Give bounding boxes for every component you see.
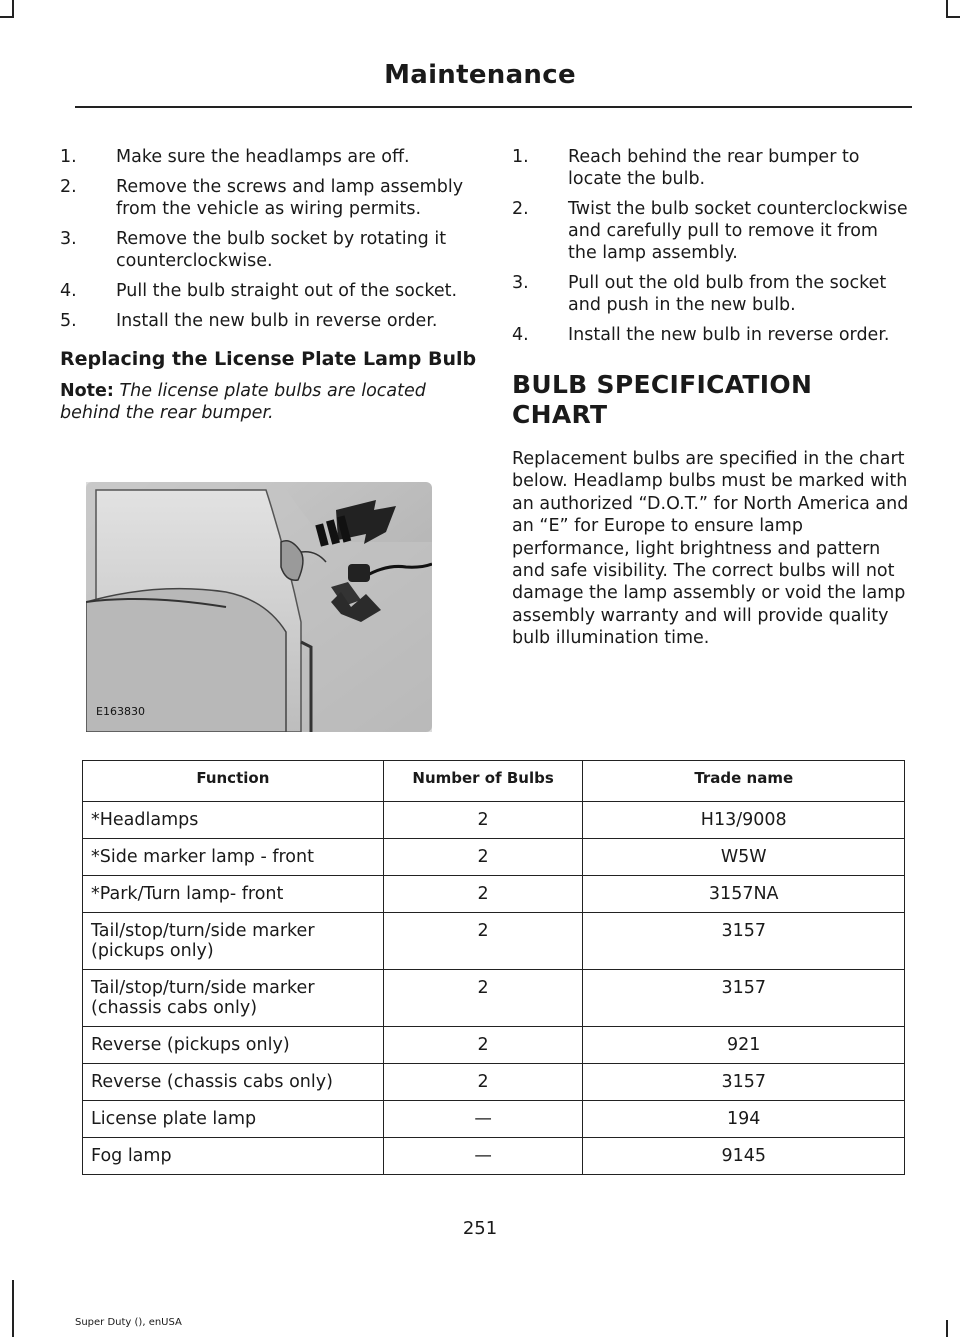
license-plate-heading: Replacing the License Plate Lamp Bulb [60, 348, 477, 370]
list-item: 3. Pull out the old bulb from the socket and push in the new bulb. [512, 273, 887, 315]
note-label: Note: [60, 381, 114, 401]
table-header-row [83, 761, 905, 802]
table-row [83, 1101, 905, 1138]
cell-function: Tail/stop/turn/side marker (pickups only) [83, 913, 384, 970]
illustration-code: E163830 [96, 705, 145, 718]
cell-trade-name: 3157 [583, 913, 905, 970]
cell-function: Reverse (pickups only) [83, 1027, 384, 1064]
column-header-function: Function [83, 761, 384, 802]
license-lamp-illustration [86, 482, 432, 732]
cell-trade-name: 194 [583, 1101, 905, 1138]
bulb-chart-heading: BULB SPECIFICATION CHART [512, 370, 813, 429]
cell-number: — [383, 1138, 583, 1175]
table-row [83, 839, 905, 876]
cell-function: Fog lamp [83, 1138, 384, 1175]
note [60, 380, 480, 424]
list-item: 1. Reach behind the rear bumper to locate the bulb. [512, 147, 860, 189]
table-row [83, 1138, 905, 1175]
cell-function: Reverse (chassis cabs only) [83, 1064, 384, 1101]
page-number: 251 [462, 1218, 498, 1239]
table-row [83, 1064, 905, 1101]
list-item: 4. Install the new bulb in reverse order. [512, 325, 890, 345]
license-steps-list [512, 146, 912, 346]
table-row [83, 876, 905, 913]
cell-trade-name: 9145 [583, 1138, 905, 1175]
crop-mark [0, 16, 14, 18]
table-row [83, 970, 905, 1027]
cell-number: — [383, 1101, 583, 1138]
cell-number: 2 [383, 913, 583, 970]
footer-text: Super Duty (), enUSA [75, 1317, 182, 1328]
list-item: 5. Install the new bulb in reverse order. [60, 311, 438, 331]
cell-number: 2 [383, 1027, 583, 1064]
list-item: 4. Pull the bulb straight out of the socket. [60, 281, 458, 301]
bulb-chart-intro: Replacement bulbs are specified in the chart below. Headlamp bulbs must be marked with an authorized “D.O.T.” for North America and an “E” for Europe to ensure lamp performance, light brightness and pattern and safe visibility. The correct bulbs will not damage the lamp assembly or void the lamp assembly warranty and will provide quality bulb illumination time. [512, 449, 909, 649]
list-item: 2. Remove the screws and lamp assembly from the vehicle as wiring permits. [60, 177, 464, 219]
list-item: 2. Twist the bulb socket counterclockwise and carefully pull to remove it from the lamp assembly. [512, 199, 908, 263]
cell-trade-name: 3157NA [583, 876, 905, 913]
crop-mark [946, 16, 960, 18]
table-row [83, 1027, 905, 1064]
cell-number: 2 [383, 876, 583, 913]
page-title: Maintenance [384, 60, 576, 90]
table-row [83, 913, 905, 970]
headlamp-steps-list [60, 146, 480, 332]
cell-function: *Park/Turn lamp- front [83, 876, 384, 913]
cell-function: Tail/stop/turn/side marker (chassis cabs only) [83, 970, 384, 1027]
cell-number: 2 [383, 970, 583, 1027]
cell-trade-name: W5W [583, 839, 905, 876]
right-column [512, 146, 912, 650]
bulb-spec-table [82, 760, 905, 1175]
cell-function: *Headlamps [83, 802, 384, 839]
cell-trade-name: 3157 [583, 970, 905, 1027]
left-column [60, 146, 480, 424]
note-text: The license plate bulbs are located behind the rear bumper. [60, 381, 426, 423]
cell-number: 2 [383, 1064, 583, 1101]
crop-mark [12, 1280, 14, 1337]
crop-mark [946, 1320, 948, 1337]
table-row [83, 802, 905, 839]
cell-function: License plate lamp [83, 1101, 384, 1138]
cell-function: *Side marker lamp - front [83, 839, 384, 876]
list-item: 3. Remove the bulb socket by rotating it counterclockwise. [60, 229, 447, 271]
list-item: 1. Make sure the headlamps are off. [60, 147, 410, 167]
cell-trade-name: H13/9008 [583, 802, 905, 839]
column-header-number: Number of Bulbs [383, 761, 583, 802]
cell-trade-name: 3157 [583, 1064, 905, 1101]
column-header-trade-name: Trade name [583, 761, 905, 802]
cell-trade-name: 921 [583, 1027, 905, 1064]
header-divider [75, 106, 912, 108]
cell-number: 2 [383, 839, 583, 876]
cell-number: 2 [383, 802, 583, 839]
